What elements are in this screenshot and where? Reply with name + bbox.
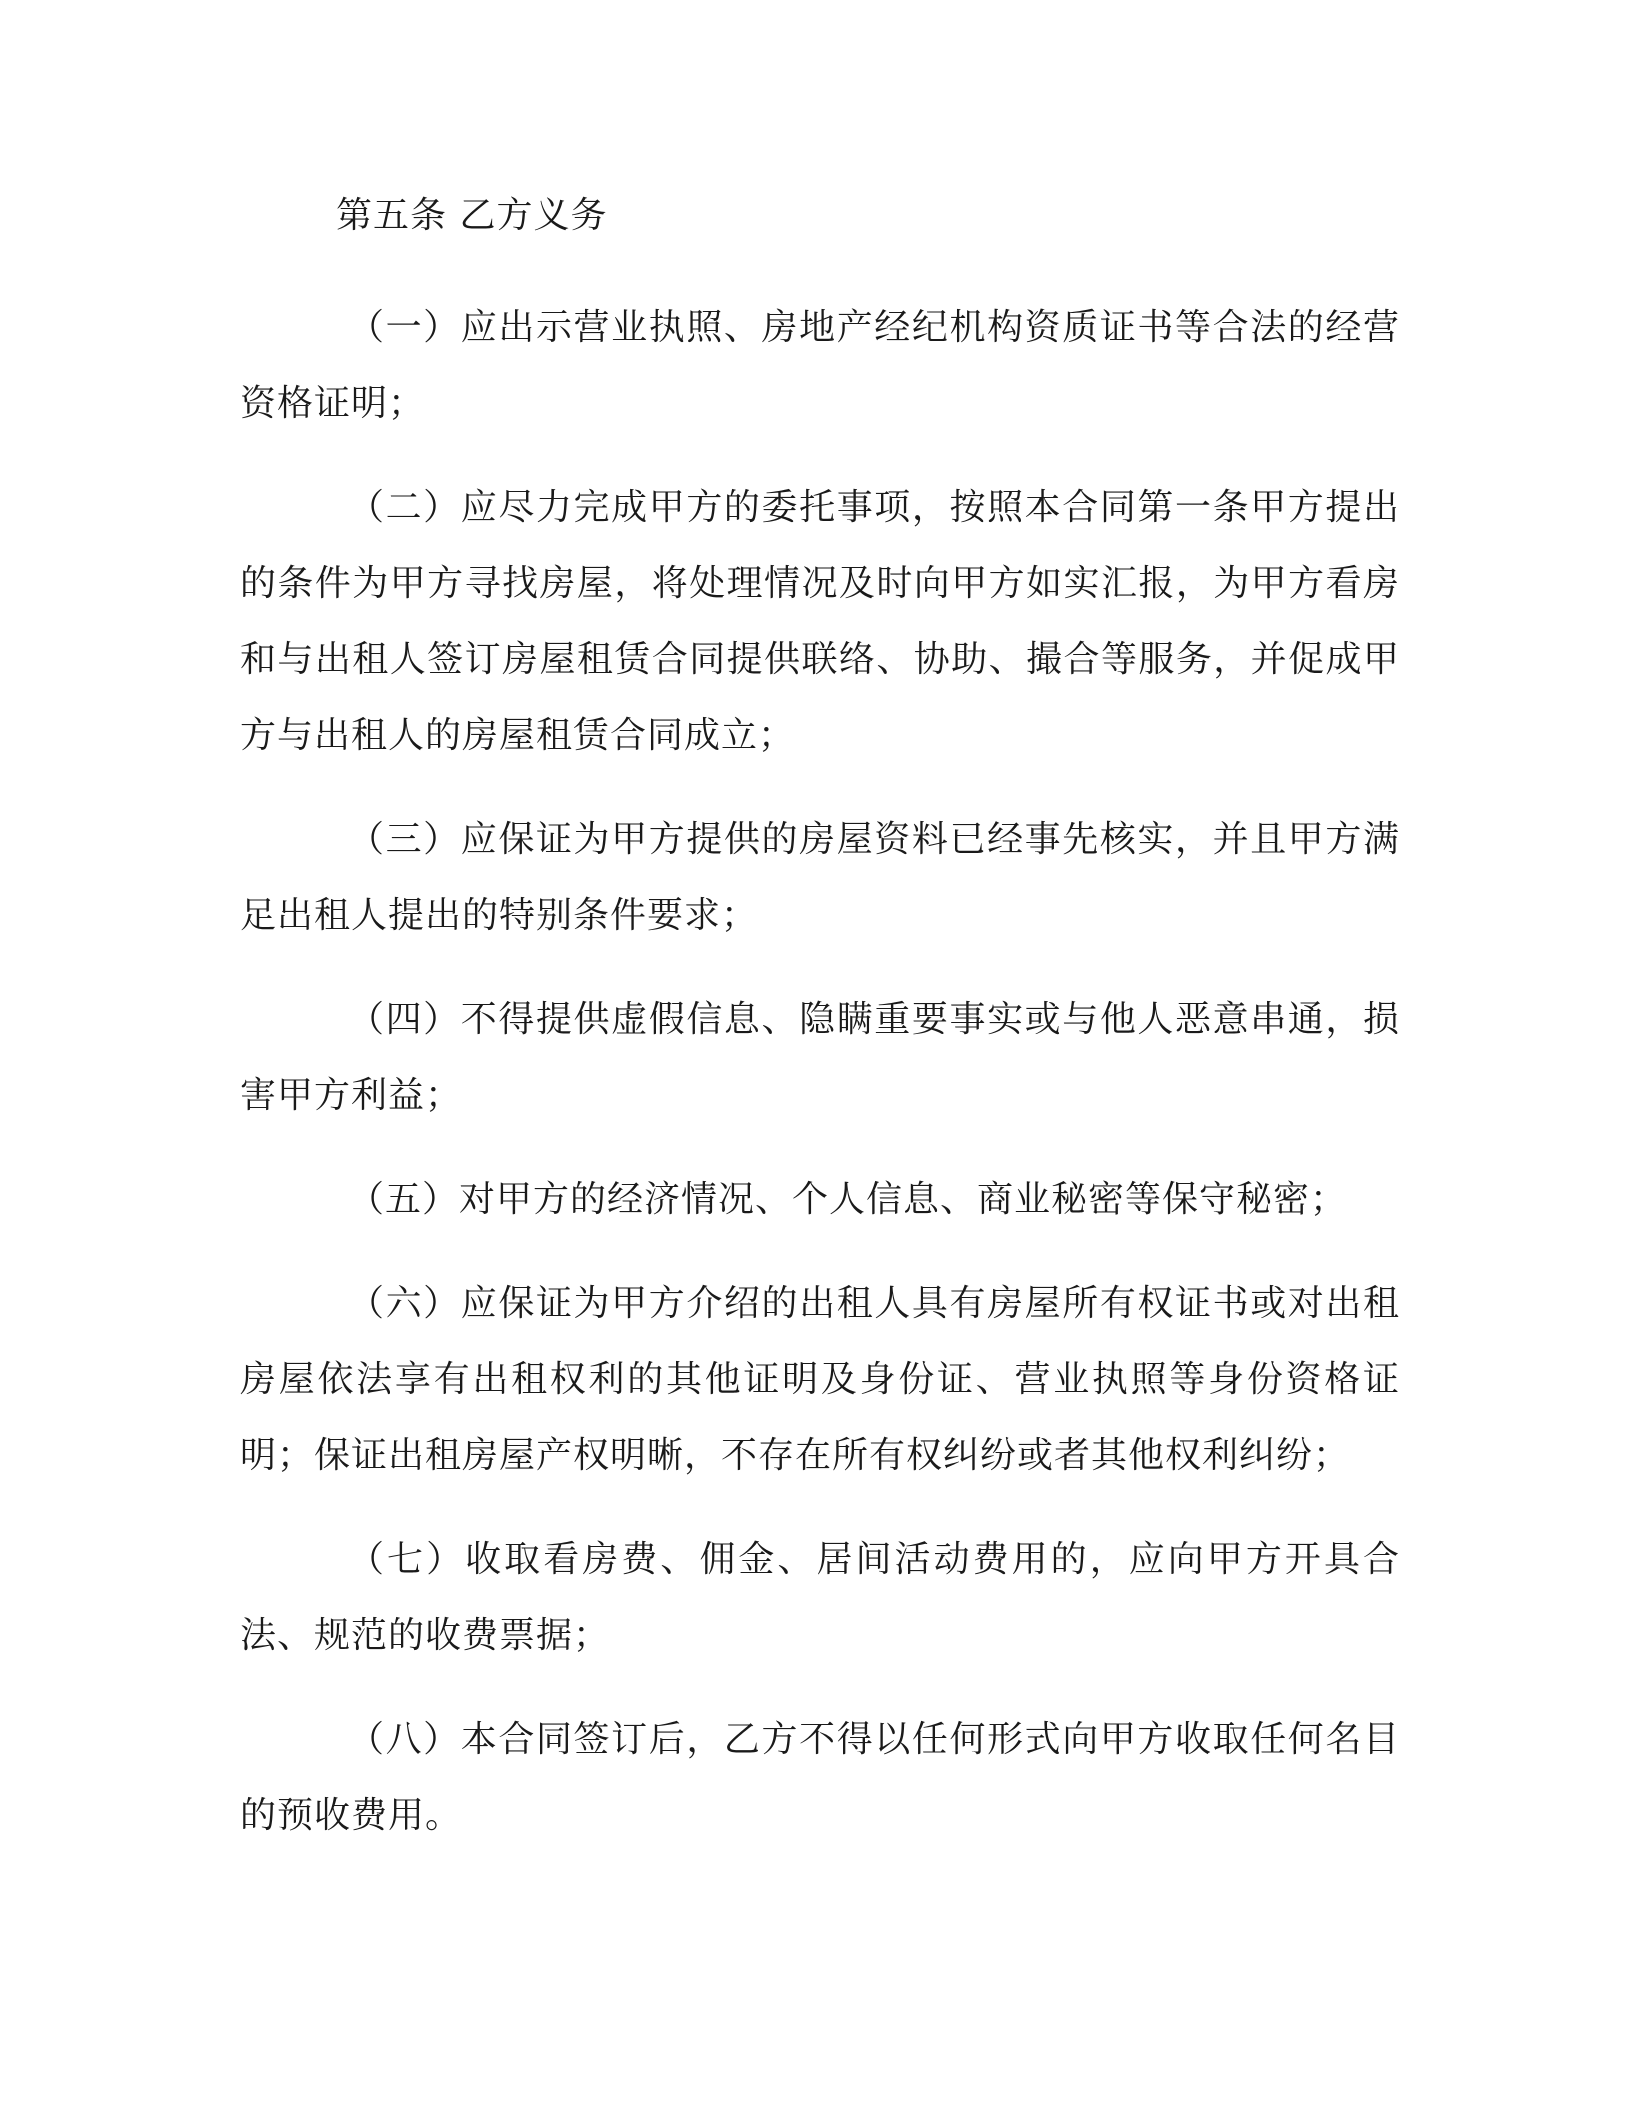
article-heading: 第五条 乙方义务 [336, 195, 608, 236]
obligation-item-4: （四）不得提供虚假信息、隐瞒重要事实或与他人恶意串通，损害甲方利益； [240, 999, 1400, 1116]
obligation-item-3: （三）应保证为甲方提供的房屋资料已经事先核实，并且甲方满足出租人提出的特别条件要求； [240, 819, 1400, 936]
obligation-item-5: （五）对甲方的经济情况、个人信息、商业秘密等保守秘密； [348, 1179, 1348, 1220]
obligation-item-8: （八）本合同签订后，乙方不得以任何形式向甲方收取任何名目的预收费用。 [240, 1719, 1400, 1836]
obligation-item-6: （六）应保证为甲方介绍的出租人具有房屋所有权证书或对出租房屋依法享有出租权利的其他证明及身份证、营业执照等身份资格证明；保证出租房屋产权明晰，不存在所有权纠纷或者其他权利纠纷； [240, 1283, 1400, 1476]
document-body [240, 188, 1400, 1882]
obligation-item-1: （一）应出示营业执照、房地产经纪机构资质证书等合法的经营资格证明； [240, 307, 1400, 424]
obligation-item-2: （二）应尽力完成甲方的委托事项，按照本合同第一条甲方提出的条件为甲方寻找房屋，将处理情况及时向甲方如实汇报，为甲方看房和与出租人签订房屋租赁合同提供联络、协助、撮合等服务，并促成甲方与出租人的房屋租赁合同成立； [240, 487, 1400, 756]
obligation-item-7: （七）收取看房费、佣金、居间活动费用的，应向甲方开具合法、规范的收费票据； [240, 1539, 1400, 1656]
